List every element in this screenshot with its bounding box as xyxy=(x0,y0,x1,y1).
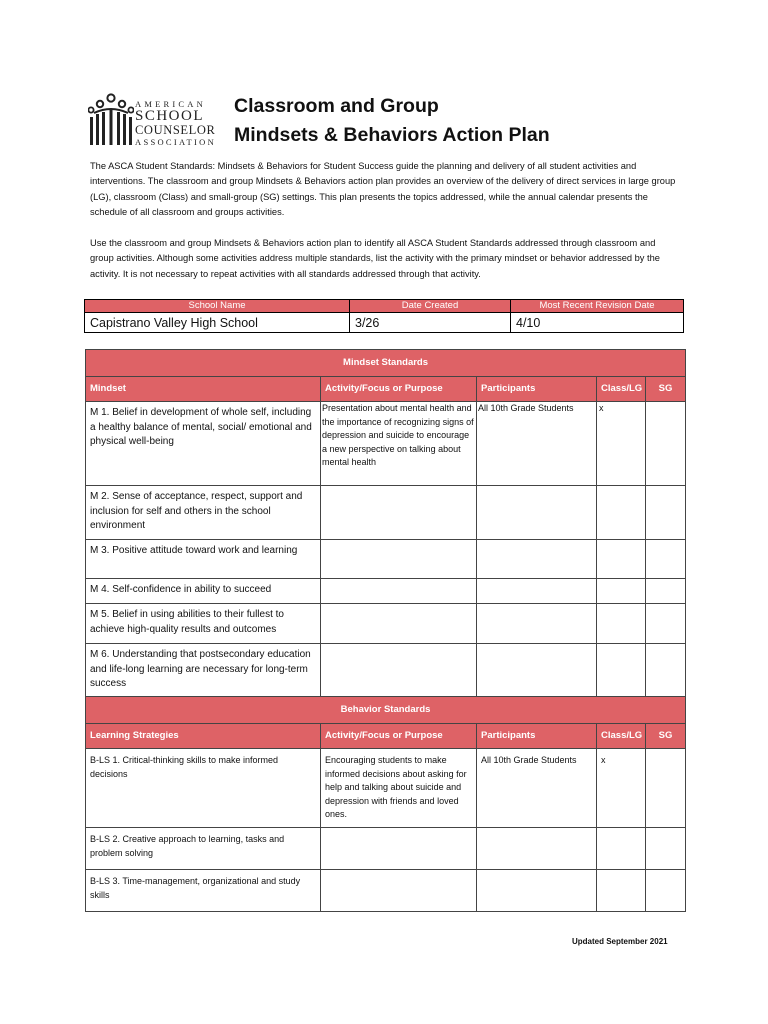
activity-cell[interactable] xyxy=(321,870,477,912)
revision-date-field[interactable]: 4/10 xyxy=(511,313,684,333)
updated-date-footer: Updated September 2021 xyxy=(572,937,668,946)
sg-cell[interactable] xyxy=(646,402,686,486)
standard-cell: M 6. Understanding that postsecondary education and life-long learning are necessary for long-term success xyxy=(86,644,321,697)
participants-cell[interactable] xyxy=(477,540,597,579)
asca-people-icon xyxy=(88,92,134,150)
intro-paragraph-1: The ASCA Student Standards: Mindsets & Behaviors for Student Success guide the planning and delivery of all student activities and interventions. The classroom and group Mindsets & Behaviors action plan provides an overview of the delivery of direct services in large group (LG), classroom (Class) and small-group (SG) settings. This plan presents the topics addressed, while the annual calendar presents the schedule of all classroom and groups activities. xyxy=(90,161,676,217)
sg-cell[interactable] xyxy=(646,870,686,912)
standard-cell: B-LS 2. Creative approach to learning, tasks and problem solving xyxy=(86,828,321,870)
page-title-line1: Classroom and Group xyxy=(234,95,439,117)
standard-cell: M 5. Belief in using abilities to their fullest to achieve high-quality results and outcomes xyxy=(86,604,321,644)
revision-date-header: Most Recent Revision Date xyxy=(511,300,684,313)
table-row xyxy=(86,828,686,870)
activity-cell[interactable] xyxy=(321,644,477,697)
standards-table xyxy=(85,349,686,912)
sg-column-header: SG xyxy=(646,377,686,402)
standard-cell: B-LS 3. Time-management, organizational and study skills xyxy=(86,870,321,912)
participants-cell[interactable] xyxy=(477,486,597,540)
standard-cell: M 1. Belief in development of whole self, including a healthy balance of mental, social/ emotional and physical well-being xyxy=(86,402,321,486)
logo-text-association: ASSOCIATION xyxy=(135,137,217,147)
sg-cell[interactable] xyxy=(646,540,686,579)
school-info-table xyxy=(84,299,684,333)
table-row xyxy=(86,486,686,540)
logo-text-school: SCHOOL xyxy=(135,108,205,124)
class-lg-cell[interactable]: x xyxy=(597,402,646,486)
activity-cell[interactable] xyxy=(321,540,477,579)
activity-column-header: Activity/Focus or Purpose xyxy=(321,724,477,749)
activity-cell[interactable] xyxy=(321,828,477,870)
school-name-field[interactable]: Capistrano Valley High School xyxy=(85,313,350,333)
activity-column-header: Activity/Focus or Purpose xyxy=(321,377,477,402)
class-lg-cell[interactable] xyxy=(597,486,646,540)
mindset-standards-band: Mindset Standards xyxy=(86,350,686,377)
class-lg-column-header: Class/LG xyxy=(597,377,646,402)
participants-cell[interactable] xyxy=(477,644,597,697)
standard-cell: M 2. Sense of acceptance, respect, support and inclusion for self and others in the school environment xyxy=(86,486,321,540)
behavior-standards-band: Behavior Standards xyxy=(86,697,686,724)
class-lg-cell[interactable] xyxy=(597,579,646,604)
class-lg-cell[interactable]: x xyxy=(597,749,646,828)
intro-paragraph-2: Use the classroom and group Mindsets & Behaviors action plan to identify all ASCA Student Standards addressed through classroom and group activities. Although some activities address multiple standards, list the activity with the primary mindset or behavior addressed by the activity. It is not necessary to repeat activities with all standards addressed through that activity. xyxy=(90,238,660,279)
sg-column-header: SG xyxy=(646,724,686,749)
learning-strategies-column-header: Learning Strategies xyxy=(86,724,321,749)
sg-cell[interactable] xyxy=(646,486,686,540)
activity-cell[interactable] xyxy=(321,486,477,540)
participants-cell[interactable]: All 10th Grade Students xyxy=(477,402,597,486)
table-row xyxy=(86,749,686,828)
table-row xyxy=(86,402,686,486)
standard-cell: M 3. Positive attitude toward work and learning xyxy=(86,540,321,579)
table-row xyxy=(86,579,686,604)
table-row xyxy=(86,644,686,697)
standard-cell: M 4. Self-confidence in ability to succeed xyxy=(86,579,321,604)
logo-text-american: AMERICAN xyxy=(135,99,206,109)
activity-cell[interactable] xyxy=(321,604,477,644)
class-lg-cell[interactable] xyxy=(597,828,646,870)
mindset-column-header: Mindset xyxy=(86,377,321,402)
table-row xyxy=(86,540,686,579)
sg-cell[interactable] xyxy=(646,749,686,828)
participants-cell[interactable] xyxy=(477,870,597,912)
participants-cell[interactable] xyxy=(477,604,597,644)
participants-column-header: Participants xyxy=(477,377,597,402)
school-name-header: School Name xyxy=(85,300,350,313)
participants-column-header: Participants xyxy=(477,724,597,749)
activity-cell[interactable]: Presentation about mental health and the importance of recognizing signs of depression and suicide to encourage a new perspective on talking about mental health xyxy=(321,402,477,486)
date-created-field[interactable]: 3/26 xyxy=(350,313,511,333)
class-lg-cell[interactable] xyxy=(597,870,646,912)
logo-text-counselor: COUNSELOR xyxy=(135,123,216,137)
page-title-line2: Mindsets & Behaviors Action Plan xyxy=(234,124,550,146)
sg-cell[interactable] xyxy=(646,644,686,697)
activity-cell[interactable]: Encouraging students to make informed decisions about asking for help and talking about suicide and depression with friends and loved ones. xyxy=(321,749,477,828)
sg-cell[interactable] xyxy=(646,828,686,870)
asca-logo xyxy=(88,92,228,150)
class-lg-cell[interactable] xyxy=(597,604,646,644)
class-lg-cell[interactable] xyxy=(597,540,646,579)
standard-cell: B-LS 1. Critical-thinking skills to make informed decisions xyxy=(86,749,321,828)
table-row xyxy=(86,870,686,912)
participants-cell[interactable]: All 10th Grade Students xyxy=(477,749,597,828)
table-row xyxy=(86,604,686,644)
participants-cell[interactable] xyxy=(477,579,597,604)
sg-cell[interactable] xyxy=(646,579,686,604)
class-lg-column-header: Class/LG xyxy=(597,724,646,749)
sg-cell[interactable] xyxy=(646,604,686,644)
date-created-header: Date Created xyxy=(350,300,511,313)
activity-cell[interactable] xyxy=(321,579,477,604)
class-lg-cell[interactable] xyxy=(597,644,646,697)
participants-cell[interactable] xyxy=(477,828,597,870)
